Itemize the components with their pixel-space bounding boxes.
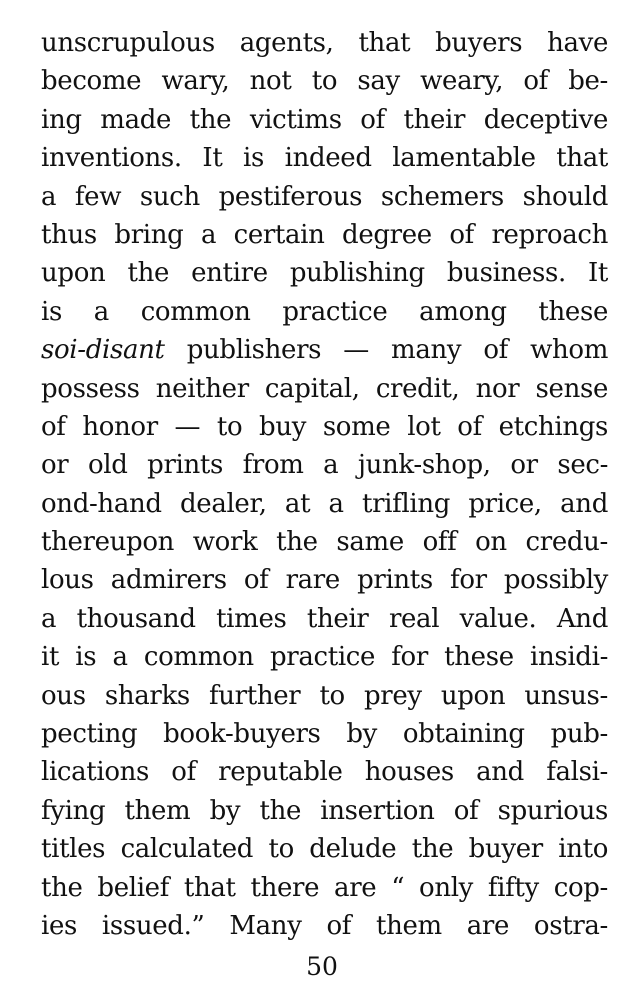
text-line: become wary, not to say weary, of be-: [41, 66, 608, 97]
text-line: thereupon work the same off on credu-: [41, 527, 608, 558]
text-line: possess neither capital, credit, nor sense: [41, 373, 608, 404]
text-line: ous sharks further to prey upon unsus-: [41, 680, 608, 711]
text-line: fying them by the insertion of spurious: [41, 795, 608, 826]
text-line: ing made the victims of their deceptive: [41, 104, 608, 135]
text-line: the belief that there are “ only fifty cop-: [41, 872, 608, 903]
text-line: a thousand times their real value. And: [41, 603, 608, 634]
text-line: unscrupulous agents, that buyers have: [41, 28, 608, 58]
text-line: ond-hand dealer, at a trifling price, and: [41, 488, 608, 519]
text-line: a few such pestiferous schemers should: [41, 181, 608, 212]
text-run: publishers — many of whom: [164, 335, 608, 366]
text-line: pecting book-buyers by obtaining pub-: [41, 719, 608, 750]
italic-phrase: soi-disant: [41, 335, 165, 366]
text-line: titles calculated to delude the buyer into: [41, 834, 608, 865]
text-line: it is a common practice for these insidi-: [41, 642, 608, 673]
text-line: or old prints from a junk-shop, or sec-: [41, 450, 608, 481]
text-line: ies issued.” Many of them are ostra-: [41, 910, 608, 941]
text-line: [41, 331, 608, 369]
page-number: 50: [306, 952, 338, 981]
body-text: [41, 24, 608, 945]
text-line: thus bring a certain degree of reproach: [41, 219, 608, 250]
text-line: is a common practice among these: [41, 296, 608, 327]
text-line: inventions. It is indeed lamentable that: [41, 143, 608, 174]
text-line: upon the entire publishing business. It: [41, 258, 608, 289]
text-line: of honor — to buy some lot of etchings: [41, 411, 608, 442]
text-line: lications of reputable houses and falsi-: [41, 757, 608, 788]
text-line: lous admirers of rare prints for possibly: [41, 565, 608, 596]
